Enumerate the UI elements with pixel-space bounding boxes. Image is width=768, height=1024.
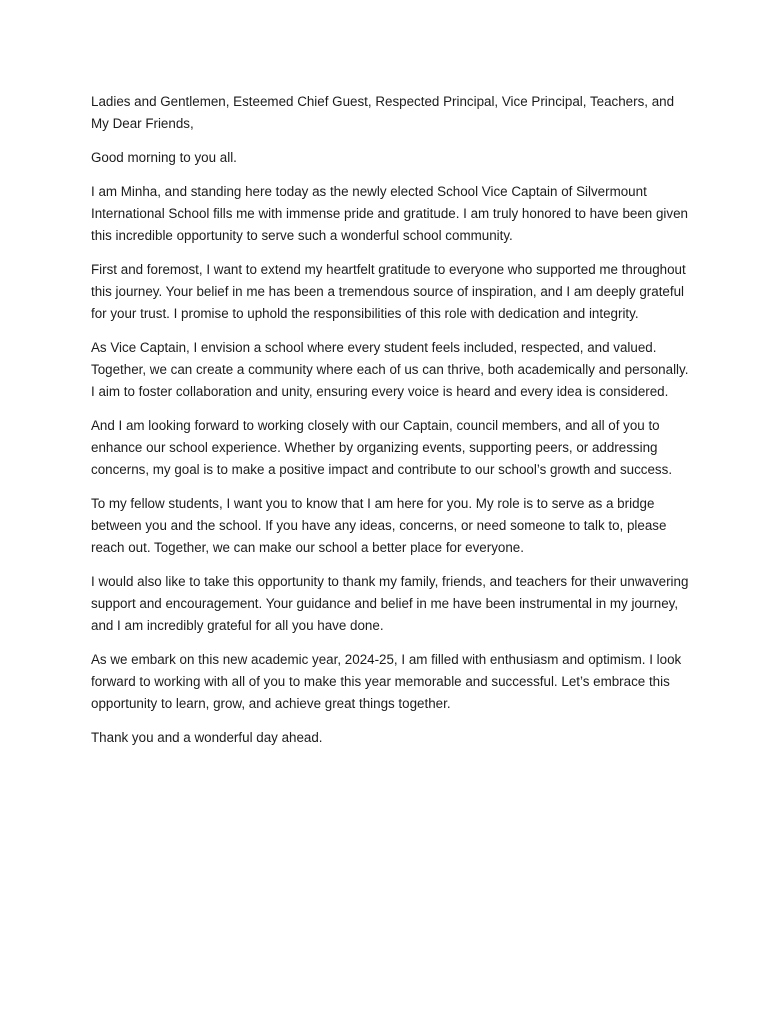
academic-year-paragraph: As we embark on this new academic year, 2024-25, I am filled with enthusiasm and optimism. I look forward to working with all of you to make this year memorable and successful. Let’s embrace this opportunity to learn, grow, and achieve great things together. [91,652,682,711]
students-paragraph: To my fellow students, I want you to know that I am here for you. My role is to serve as a bridge between you and the school. If you have any ideas, concerns, or need someone to talk to, please reach out. Together, we can make our school a better place for everyone. [91,496,667,555]
speech-body [91,91,691,761]
salutation-paragraph: Ladies and Gentlemen, Esteemed Chief Guest, Respected Principal, Vice Principal, Teachers, and My Dear Friends, [91,94,675,131]
vision-paragraph: As Vice Captain, I envision a school where every student feels included, respected, and valued. Together, we can create a community where each of us can thrive, both academically and personally. I aim to foster collaboration and unity, ensuring every voice is heard and every idea is considered. [91,340,689,399]
thanks-family-paragraph: I would also like to take this opportunity to thank my family, friends, and teachers for their unwavering support and encouragement. Your guidance and belief in me have been instrumental in my journey, and I am incredibly grateful for all you have done. [91,574,689,633]
collaboration-paragraph: And I am looking forward to working closely with our Captain, council members, and all of you to enhance our school experience. Whether by organizing events, supporting peers, or addressing concerns, my goal is to make a positive impact and contribute to our school’s growth and success. [91,418,673,477]
introduction-paragraph: I am Minha, and standing here today as the newly elected School Vice Captain of Silvermount International School fills me with immense pride and gratitude. I am truly honored to have been given this incredible opportunity to serve such a wonderful school community. [91,184,688,243]
greeting-paragraph: Good morning to you all. [91,150,237,165]
closing-paragraph: Thank you and a wonderful day ahead. [91,730,323,745]
gratitude-paragraph: First and foremost, I want to extend my heartfelt gratitude to everyone who supported me throughout this journey. Your belief in me has been a tremendous source of inspiration, and I am deeply grateful for your trust. I promise to uphold the responsibilities of this role with dedication and integrity. [91,262,686,321]
